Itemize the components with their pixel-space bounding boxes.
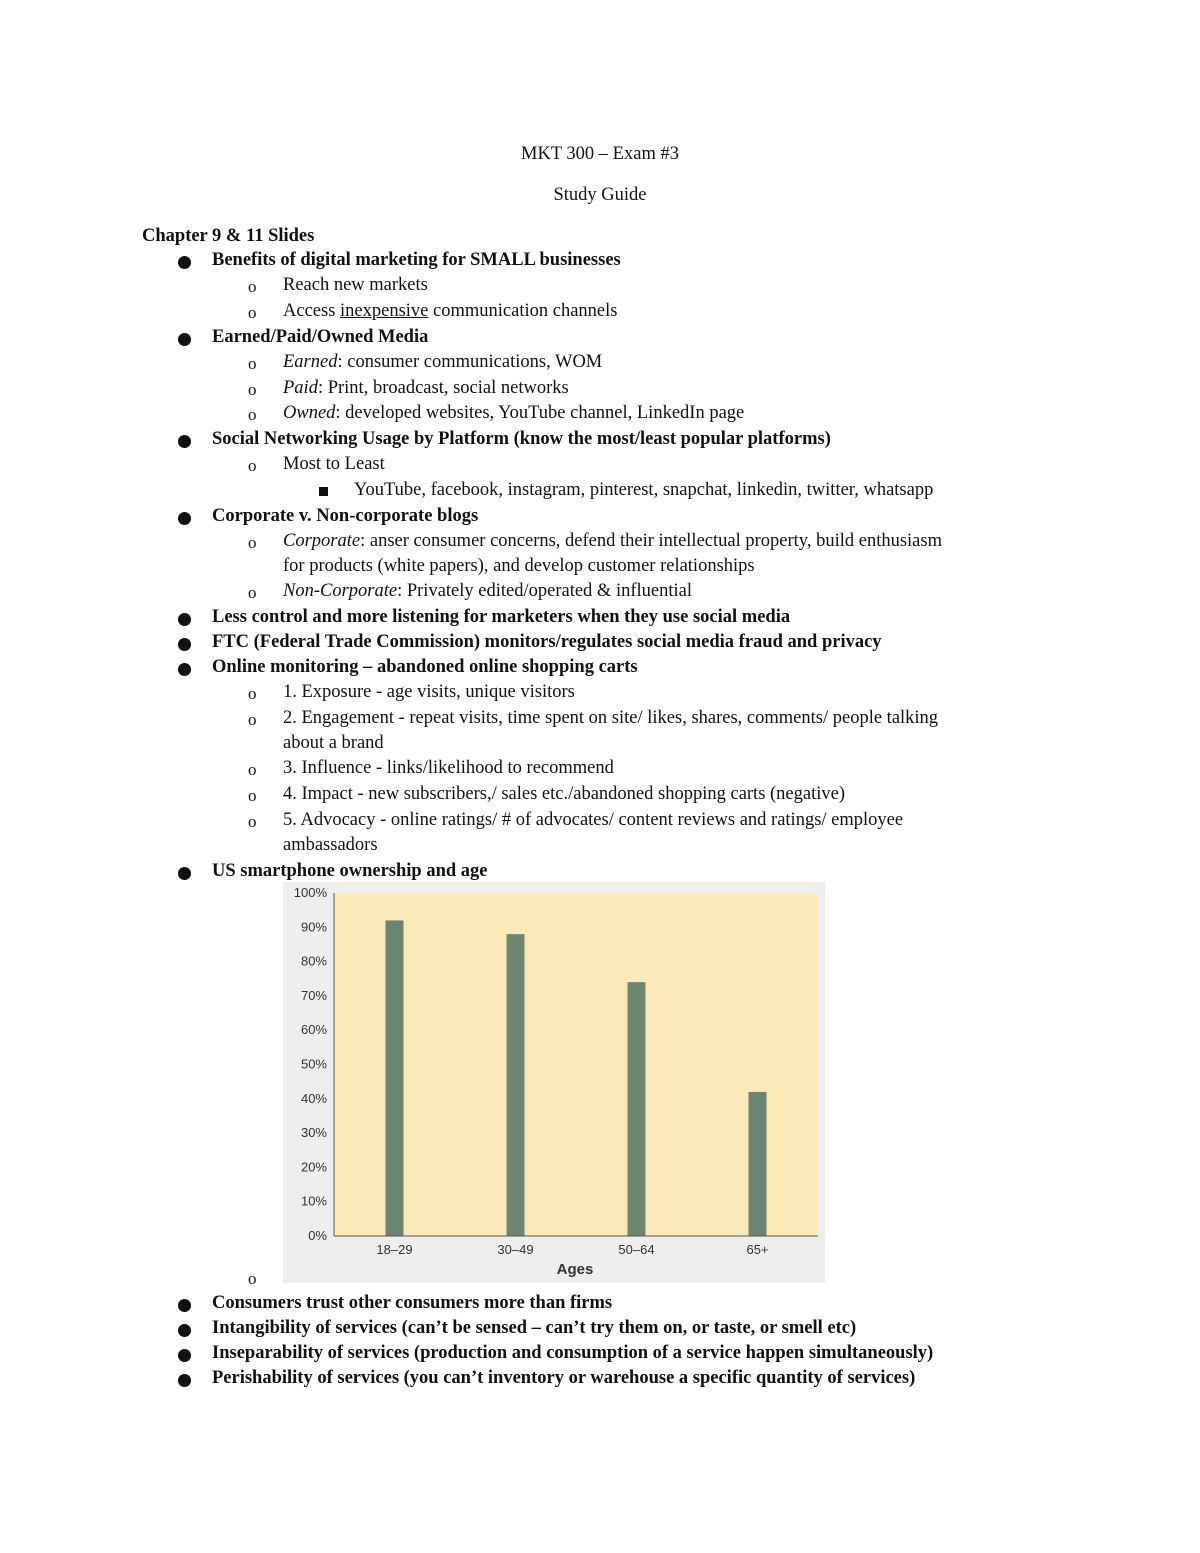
bullet-marker xyxy=(178,333,191,346)
y-tick-label: 80% xyxy=(300,953,327,969)
y-tick-label: 40% xyxy=(300,1090,327,1106)
bullet-intangibility: Intangibility of services (can’t be sensed – can’t try them on, or taste, or smell etc) xyxy=(212,1318,857,1338)
x-axis-title: Ages xyxy=(556,1261,594,1278)
sub-item-owned: Owned: developed websites, YouTube channel, LinkedIn page xyxy=(283,403,745,423)
bullet-ftc: FTC (Federal Trade Commission) monitors/regulates social media fraud and privacy xyxy=(212,632,882,652)
sub-bullet-marker: o xyxy=(248,277,257,296)
y-tick-label: 20% xyxy=(300,1159,327,1175)
bullet-online-monitoring: Online monitoring – abandoned online shopping carts xyxy=(212,657,638,677)
sub-bullet-marker: o xyxy=(248,583,257,602)
sub-bullet-marker: o xyxy=(248,710,257,729)
bullet-earned-paid-owned: Earned/Paid/Owned Media xyxy=(212,327,429,347)
bullet-marker xyxy=(178,1374,191,1387)
sub-item-reach-markets: Reach new markets xyxy=(283,275,428,295)
x-tick-label: 18–29 xyxy=(376,1242,413,1257)
bullet-marker xyxy=(178,638,191,651)
platform-ranking: YouTube, facebook, instagram, pinterest, snapchat, linkedin, twitter, whatsapp xyxy=(354,480,934,500)
bullet-marker xyxy=(178,1324,191,1337)
bullet-marker xyxy=(178,867,191,880)
sub-bullet-marker: o xyxy=(248,303,257,322)
sub-bullet-marker: o xyxy=(248,760,257,779)
bullet-marker xyxy=(178,663,191,676)
sub-item-engagement: 2. Engagement - repeat visits, time spent on site/ likes, shares, comments/ people talking xyxy=(283,708,939,728)
x-tick-label: 50–64 xyxy=(618,1242,655,1257)
square-bullet-marker xyxy=(319,487,328,496)
bullet-perishability: Perishability of services (you can’t inventory or warehouse a specific quantity of services) xyxy=(212,1368,916,1388)
y-tick-label: 70% xyxy=(300,987,327,1003)
sub-bullet-marker: o xyxy=(248,684,257,703)
y-tick-label: 50% xyxy=(300,1056,327,1072)
bullet-marker xyxy=(178,613,191,626)
sub-bullet-marker: o xyxy=(248,354,257,373)
sub-item-access-channels: Access inexpensive communication channels xyxy=(283,301,618,321)
y-tick-label: 30% xyxy=(300,1125,327,1141)
y-tick-label: 90% xyxy=(300,919,327,935)
bullet-small-business-benefits: Benefits of digital marketing for SMALL businesses xyxy=(212,250,621,270)
x-tick-label: 30–49 xyxy=(497,1242,534,1257)
bar xyxy=(749,1092,767,1236)
sub-item-influence: 3. Influence - links/likelihood to recommend xyxy=(283,758,614,778)
sub-bullet-marker: o xyxy=(248,380,257,399)
y-tick-label: 10% xyxy=(300,1193,327,1209)
bar xyxy=(628,982,646,1236)
sub-item-non-corporate: Non-Corporate: Privately edited/operated & influential xyxy=(283,581,692,601)
bullet-marker xyxy=(178,256,191,269)
sub-item-earned: Earned: consumer communications, WOM xyxy=(283,352,603,372)
sub-item-exposure: 1. Exposure - age visits, unique visitors xyxy=(283,682,575,702)
bullet-marker xyxy=(178,435,191,448)
x-tick-label: 65+ xyxy=(746,1242,769,1257)
sub-item-impact: 4. Impact - new subscribers,/ sales etc./abandoned shopping carts (negative) xyxy=(283,784,846,804)
bullet-smartphone-ownership: US smartphone ownership and age xyxy=(212,861,488,881)
sub-bullet-marker: o xyxy=(248,786,257,805)
sub-bullet-marker: o xyxy=(248,533,257,552)
sub-bullet-marker: o xyxy=(248,405,257,424)
sub-bullet-marker: o xyxy=(248,456,257,475)
document-subtitle: Study Guide xyxy=(553,185,647,205)
bullet-inseparability: Inseparability of services (production and consumption of a service happen simultaneously) xyxy=(212,1343,934,1363)
document-title: MKT 300 – Exam #3 xyxy=(521,144,679,164)
bullet-corporate-blogs: Corporate v. Non-corporate blogs xyxy=(212,506,479,526)
bullet-marker xyxy=(178,1299,191,1312)
y-tick-label: 0% xyxy=(308,1228,327,1243)
plot-area xyxy=(334,893,818,1236)
bullet-consumer-trust: Consumers trust other consumers more than firms xyxy=(212,1293,613,1313)
bar xyxy=(507,934,525,1236)
bullet-marker xyxy=(178,512,191,525)
bar xyxy=(386,920,404,1236)
sub-item-corporate: Corporate: anser consumer concerns, defend their intellectual property, build enthusiasm xyxy=(283,531,942,551)
bullet-marker xyxy=(178,1349,191,1362)
sub-bullet-marker: o xyxy=(248,812,257,831)
y-tick-label: 60% xyxy=(300,1022,327,1038)
section-title: Chapter 9 & 11 Slides xyxy=(142,226,315,246)
sub-item-corporate-continued: for products (white papers), and develop customer relationships xyxy=(283,556,755,576)
sub-item-engagement-continued: about a brand xyxy=(283,733,384,753)
sub-item-advocacy-continued: ambassadors xyxy=(283,835,378,855)
bullet-less-control: Less control and more listening for marketers when they use social media xyxy=(212,607,791,627)
smartphone-ownership-chart xyxy=(283,882,825,1283)
sub-item-paid: Paid: Print, broadcast, social networks xyxy=(283,378,569,398)
sub-item-most-to-least: Most to Least xyxy=(283,454,385,474)
sub-item-advocacy: 5. Advocacy - online ratings/ # of advocates/ content reviews and ratings/ employee xyxy=(283,810,904,830)
sub-bullet-marker: o xyxy=(248,1269,257,1288)
bullet-social-networking-usage: Social Networking Usage by Platform (know the most/least popular platforms) xyxy=(212,429,831,449)
y-tick-label: 100% xyxy=(293,885,327,900)
